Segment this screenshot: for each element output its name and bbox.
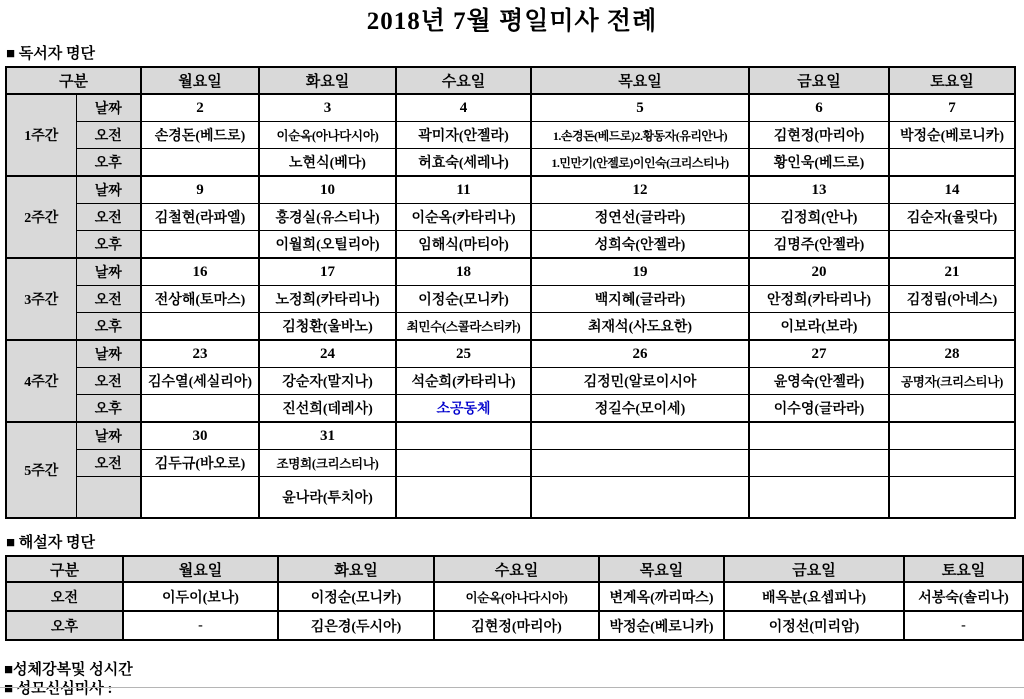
readers-row	[6, 340, 1015, 368]
week-label: 3주간	[6, 258, 76, 340]
date-cell: 30	[141, 422, 259, 450]
reader-name-cell	[531, 450, 749, 477]
reader-name-cell	[889, 477, 1015, 519]
readers-header-row	[6, 67, 1015, 94]
date-cell: 12	[531, 176, 749, 204]
reader-name-cell	[141, 231, 259, 259]
reader-name-cell: 김철현(라파엘)	[141, 204, 259, 231]
row-label: 오전	[76, 122, 141, 149]
date-cell	[749, 422, 889, 450]
reader-name-cell	[141, 395, 259, 423]
reader-name-cell: 김두규(바오로)	[141, 450, 259, 477]
date-cell	[531, 422, 749, 450]
col-header-day: 토요일	[904, 556, 1023, 582]
row-label: 날짜	[76, 258, 141, 286]
commentators-header-row	[6, 556, 1023, 582]
reader-name-cell: 최민수(스콜라스티카)	[396, 313, 531, 341]
reader-name-cell: 이보라(보라)	[749, 313, 889, 341]
commentator-name-cell: 김은경(두시아)	[278, 611, 434, 640]
reader-name-cell: 이순옥(아나다시아)	[259, 122, 396, 149]
reader-name-cell: 최재석(사도요한)	[531, 313, 749, 341]
date-cell: 2	[141, 94, 259, 122]
date-cell: 17	[259, 258, 396, 286]
readers-row	[6, 395, 1015, 423]
col-header-day: 월요일	[123, 556, 278, 582]
reader-name-cell: 곽미자(안젤라)	[396, 122, 531, 149]
date-cell: 19	[531, 258, 749, 286]
row-label: 오후	[6, 611, 123, 640]
reader-name-cell: 윤영숙(안젤라)	[749, 368, 889, 395]
reader-name-cell: 박정순(베로니카)	[889, 122, 1015, 149]
reader-name-cell	[396, 477, 531, 519]
reader-name-cell: 김청환(울바노)	[259, 313, 396, 341]
reader-name-cell: 전상해(토마스)	[141, 286, 259, 313]
col-header-day: 화요일	[278, 556, 434, 582]
reader-name-cell: 황인욱(베드로)	[749, 149, 889, 177]
row-label: 날짜	[76, 340, 141, 368]
commentators-table	[5, 555, 1024, 641]
row-label: 오전	[76, 204, 141, 231]
date-cell: 11	[396, 176, 531, 204]
reader-name-cell	[396, 450, 531, 477]
reader-name-cell: 1.손경돈(베드로)2.황동자(유리안나)	[531, 122, 749, 149]
commentator-name-cell: -	[904, 611, 1023, 640]
reader-name-cell: 노현식(베다)	[259, 149, 396, 177]
commentator-name-cell: 이정순(모니카)	[278, 582, 434, 611]
reader-name-cell: 공명자(크리스티나)	[889, 368, 1015, 395]
row-label: 오전	[76, 450, 141, 477]
date-cell	[889, 422, 1015, 450]
reader-name-cell: 조명희(크리스티나)	[259, 450, 396, 477]
date-cell: 31	[259, 422, 396, 450]
date-cell: 18	[396, 258, 531, 286]
col-header-day: 목요일	[599, 556, 724, 582]
commentator-name-cell: 변계옥(까리따스)	[599, 582, 724, 611]
reader-name-cell	[531, 477, 749, 519]
reader-name-cell: 홍경실(유스티나)	[259, 204, 396, 231]
readers-row	[6, 258, 1015, 286]
reader-name-cell: 소공동체	[396, 395, 531, 423]
reader-name-cell: 노정희(카타리나)	[259, 286, 396, 313]
row-label: 오후	[76, 149, 141, 177]
date-cell: 28	[889, 340, 1015, 368]
row-label: 날짜	[76, 422, 141, 450]
reader-name-cell: 정연선(글라라)	[531, 204, 749, 231]
readers-row	[6, 477, 1015, 519]
reader-name-cell: 강순자(말지나)	[259, 368, 396, 395]
reader-name-cell: 이정순(모니카)	[396, 286, 531, 313]
row-label: 날짜	[76, 176, 141, 204]
col-header-gubun: 구분	[6, 67, 141, 94]
readers-row	[6, 231, 1015, 259]
row-label	[76, 477, 141, 519]
readers-row	[6, 204, 1015, 231]
commentator-name-cell: 이순옥(아나다시아)	[434, 582, 599, 611]
commentator-name-cell: 김현정(마리아)	[434, 611, 599, 640]
readers-row	[6, 286, 1015, 313]
reader-name-cell: 김수열(세실리아)	[141, 368, 259, 395]
date-cell: 7	[889, 94, 1015, 122]
reader-name-cell: 1.민만기(안젤로)이인숙(크리스티나)	[531, 149, 749, 177]
col-header-day: 토요일	[889, 67, 1015, 94]
date-cell: 21	[889, 258, 1015, 286]
reader-name-cell: 안정희(카타리나)	[749, 286, 889, 313]
date-cell: 13	[749, 176, 889, 204]
row-label: 오전	[76, 286, 141, 313]
commentator-name-cell: 박정순(베로니카)	[599, 611, 724, 640]
readers-section-label: ■ 독서자 명단	[6, 46, 96, 62]
reader-name-cell: 이순옥(카타리나)	[396, 204, 531, 231]
reader-name-cell: 김현정(마리아)	[749, 122, 889, 149]
reader-name-cell: 임해식(마티아)	[396, 231, 531, 259]
row-label: 오전	[6, 582, 123, 611]
readers-row	[6, 122, 1015, 149]
date-cell: 9	[141, 176, 259, 204]
reader-name-cell	[889, 450, 1015, 477]
reader-name-cell: 이수영(글라라)	[749, 395, 889, 423]
reader-name-cell	[749, 450, 889, 477]
date-cell: 3	[259, 94, 396, 122]
col-header-gubun: 구분	[6, 556, 123, 582]
row-label: 날짜	[76, 94, 141, 122]
commentators-row	[6, 582, 1023, 611]
commentator-name-cell: 배옥분(요셉피나)	[724, 582, 904, 611]
readers-row	[6, 368, 1015, 395]
week-label: 2주간	[6, 176, 76, 258]
readers-row	[6, 313, 1015, 341]
marian-mass-note: ■ 성모신심미사 :	[4, 681, 113, 697]
week-label: 5주간	[6, 422, 76, 518]
col-header-day: 금요일	[749, 67, 889, 94]
document-title: 2018년 7월 평일미사 전례	[366, 8, 658, 35]
reader-name-cell	[889, 313, 1015, 341]
reader-name-cell	[141, 313, 259, 341]
reader-name-cell	[141, 149, 259, 177]
reader-name-cell: 석순희(카타리나)	[396, 368, 531, 395]
date-cell: 4	[396, 94, 531, 122]
date-cell: 25	[396, 340, 531, 368]
date-cell: 24	[259, 340, 396, 368]
date-cell: 16	[141, 258, 259, 286]
reader-name-cell	[749, 477, 889, 519]
reader-name-cell: 김명주(안젤라)	[749, 231, 889, 259]
reader-name-cell	[141, 477, 259, 519]
commentator-name-cell: -	[123, 611, 278, 640]
commentator-name-cell: 이정선(미리암)	[724, 611, 904, 640]
benediction-note: ■성체강복및 성시간	[4, 662, 133, 678]
bottom-divider	[0, 687, 1024, 688]
date-cell: 6	[749, 94, 889, 122]
readers-row	[6, 422, 1015, 450]
col-header-day: 월요일	[141, 67, 259, 94]
readers-row	[6, 149, 1015, 177]
date-cell: 27	[749, 340, 889, 368]
row-label: 오후	[76, 231, 141, 259]
week-label: 4주간	[6, 340, 76, 422]
reader-name-cell: 김정민(알로이시아	[531, 368, 749, 395]
date-cell: 20	[749, 258, 889, 286]
date-cell: 5	[531, 94, 749, 122]
commentators-section-label: ■ 해설자 명단	[6, 535, 96, 551]
reader-name-cell: 진선희(데레사)	[259, 395, 396, 423]
row-label: 오후	[76, 395, 141, 423]
col-header-day: 화요일	[259, 67, 396, 94]
reader-name-cell: 김정희(안나)	[749, 204, 889, 231]
col-header-day: 금요일	[724, 556, 904, 582]
readers-row	[6, 450, 1015, 477]
date-cell: 10	[259, 176, 396, 204]
week-label: 1주간	[6, 94, 76, 176]
reader-name-cell: 정길수(모이세)	[531, 395, 749, 423]
row-label: 오전	[76, 368, 141, 395]
readers-row	[6, 94, 1015, 122]
reader-name-cell: 허효숙(세레나)	[396, 149, 531, 177]
row-label: 오후	[76, 313, 141, 341]
commentators-row	[6, 611, 1023, 640]
date-cell: 23	[141, 340, 259, 368]
reader-name-cell: 김정림(아네스)	[889, 286, 1015, 313]
readers-row	[6, 176, 1015, 204]
reader-name-cell	[889, 149, 1015, 177]
date-cell: 14	[889, 176, 1015, 204]
commentator-name-cell: 서봉숙(솔리나)	[904, 582, 1023, 611]
commentator-name-cell: 이두이(보나)	[123, 582, 278, 611]
date-cell	[396, 422, 531, 450]
readers-table	[5, 66, 1016, 519]
reader-name-cell: 윤나라(투치아)	[259, 477, 396, 519]
reader-name-cell: 성희숙(안젤라)	[531, 231, 749, 259]
reader-name-cell	[889, 395, 1015, 423]
reader-name-cell: 이월희(오틸리아)	[259, 231, 396, 259]
date-cell: 26	[531, 340, 749, 368]
reader-name-cell: 손경돈(베드로)	[141, 122, 259, 149]
col-header-day: 수요일	[396, 67, 531, 94]
reader-name-cell: 백지혜(글라라)	[531, 286, 749, 313]
col-header-day: 목요일	[531, 67, 749, 94]
col-header-day: 수요일	[434, 556, 599, 582]
reader-name-cell: 김순자(율릿다)	[889, 204, 1015, 231]
reader-name-cell	[889, 231, 1015, 259]
